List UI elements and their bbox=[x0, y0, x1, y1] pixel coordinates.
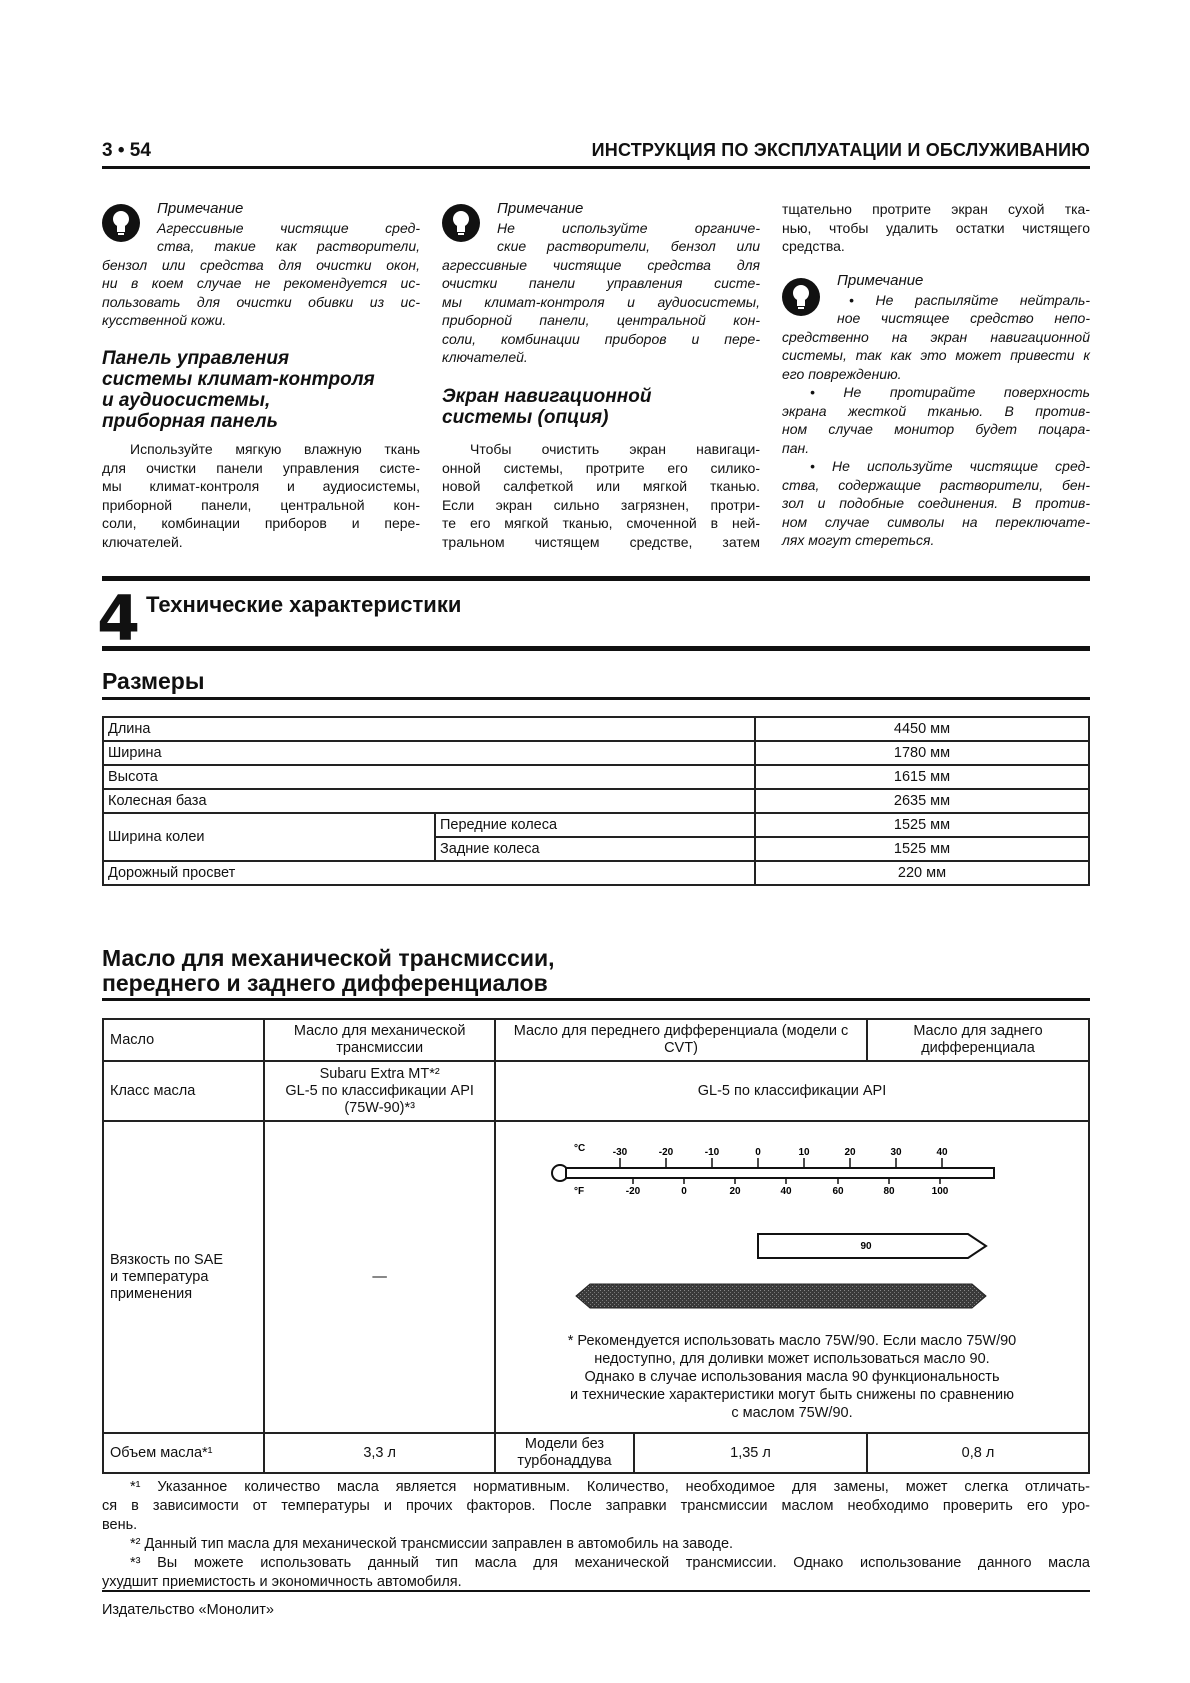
fahrenheit-ticks bbox=[626, 1186, 949, 1197]
viscosity-band-75w90 bbox=[576, 1284, 986, 1308]
tick-label: 40 bbox=[780, 1186, 792, 1197]
paragraph-navigation-screen: Чтобы очистить экран навигаци- онной системы, протрите его силико- новой салфеткой или мягкой тканью. Если экран сильно загрязнен, протри- те его мягкой тканью, смоченной в ней- тральном чистящем средстве, затем bbox=[442, 441, 760, 550]
section-number: 4 bbox=[97, 582, 141, 655]
header-rule bbox=[102, 166, 1090, 169]
viscosity-thermometer-chart bbox=[496, 1122, 1088, 1332]
heading-climate-panel: Панель управления системы климат-контроля и аудиосистемы, приборная панель bbox=[102, 348, 375, 432]
thermometer-tube bbox=[566, 1168, 994, 1178]
oil-title-rule bbox=[102, 998, 1090, 1001]
dimensions-table bbox=[102, 716, 1090, 886]
table-row: Масло Масло для механической трансмиссии Масло для переднего дифференциала (модели с CVT) Масло для заднего дифференциала bbox=[103, 1019, 1089, 1061]
viscosity-band-90 bbox=[758, 1234, 986, 1258]
note-title: Примечание bbox=[157, 200, 244, 217]
table-row: Длина 4450 мм bbox=[103, 717, 1089, 741]
table-row: Высота 1615 мм bbox=[103, 765, 1089, 789]
note-column-1: Примечание Агрессивные чистящие сред- ства, такие как растворители, бензол или средства для очистки окон, ни в коем случае не рекомендуется ис- пользовать для очистки обивки из ис- кусственной кожи. bbox=[102, 200, 420, 328]
note-title: Примечание bbox=[497, 200, 584, 217]
tick-label: 0 bbox=[755, 1147, 761, 1158]
table-row: Колесная база 2635 мм bbox=[103, 789, 1089, 813]
tick-label: -20 bbox=[625, 1186, 641, 1197]
tick-label: 20 bbox=[729, 1186, 741, 1197]
tick-label: 0 bbox=[681, 1186, 687, 1197]
viscosity-note: * Рекомендуется использовать масло 75W/90. Если масло 75W/90 недоступно, для доливки может использоваться масло 90. Однако в случае использования масла 90 функциональность и технические характеристики могут быть снижены по сравнению с маслом 75W/90. bbox=[567, 1333, 1017, 1421]
tick-label: 40 bbox=[936, 1147, 948, 1158]
table-row: Объем масла*¹ 3,3 л Модели без турбонаддува 1,35 л 0,8 л bbox=[103, 1433, 1089, 1473]
tick-label: -20 bbox=[658, 1147, 674, 1158]
dimensions-title: Размеры bbox=[102, 668, 205, 694]
section-title: Технические характеристики bbox=[146, 592, 462, 617]
tick-label: 60 bbox=[832, 1186, 844, 1197]
table-row: Ширина колеи Передние колеса 1525 мм bbox=[103, 813, 1089, 837]
paragraph-navigation-continued: тщательно протрите экран сухой тка- нью, чтобы удалить остатки чистящего средства. bbox=[782, 201, 1090, 254]
section-rule-top bbox=[102, 576, 1090, 581]
celsius-unit: °C bbox=[573, 1143, 586, 1154]
tick-label: -30 bbox=[612, 1147, 628, 1158]
paragraph-climate-panel: Используйте мягкую влажную ткань для очистки панели управления систе- мы климат-контроля и аудиосистемы, приборной панели, центральной кон- соли, комбинации приборов и пере- ключателей. bbox=[102, 441, 420, 550]
oil-title: Масло для механической трансмиссии, переднего и заднего дифференциалов bbox=[102, 945, 555, 996]
section-rule-bottom bbox=[102, 646, 1090, 651]
page-number: 3 • 54 bbox=[102, 140, 151, 161]
note-title: Примечание bbox=[837, 272, 924, 289]
tick-label: 10 bbox=[798, 1147, 810, 1158]
heading-navigation-screen: Экран навигационной системы (опция) bbox=[442, 386, 652, 428]
publisher: Издательство «Монолит» bbox=[102, 1602, 274, 1618]
table-row: Класс масла Subaru Extra MT*² GL-5 по классификации API (75W-90)*³ GL-5 по классификации API bbox=[103, 1061, 1089, 1121]
dimensions-title-rule bbox=[102, 697, 1090, 700]
band-label: 90 bbox=[860, 1241, 872, 1252]
footer-rule bbox=[102, 1590, 1090, 1592]
table-row: Вязкость по SAE и температура применения — °C °F -30 -20 -10 0 10 20 30 40 -20 0 20 40 60 80 100 90 * Рекомендуется использовать масло 75W/90. Если масло 75W/90 недоступно, для доливки может использоваться масло 90. Однако в случае использования масла 90 функциональность и технические характеристики могут быть снижены по сравнению с маслом 75W/90. bbox=[103, 1121, 1089, 1433]
tick-label: -10 bbox=[704, 1147, 720, 1158]
running-header: ИНСТРУКЦИЯ ПО ЭКСПЛУАТАЦИИ И ОБСЛУЖИВАНИЮ bbox=[591, 140, 1090, 160]
tick-label: 80 bbox=[883, 1186, 895, 1197]
note-column-3: Примечание • Не распыляйте нейтраль- ное чистящее средство непо- средственно на экран навигационной системы, так как это может привести к его повреждению. • Не протирайте поверхность экрана жесткой тканью. В против- ном случае монитор будет поцара- пан. • Не используйте чистящие сред- ства, содержащие растворители, бен- зол и подобные соединения. В против- ном случае символы на переключате- лях могут стереться. bbox=[782, 272, 1090, 548]
tick-label: 20 bbox=[844, 1147, 856, 1158]
table-row: Дорожный просвет 220 мм bbox=[103, 861, 1089, 885]
footnotes: *¹ Указанное количество масла является нормативным. Количество, необходимое для замены, может слегка отличать- ся в зависимости от температуры и прочих факторов. После заправки трансмиссии маслом необходимо проверить его уро- вень. *² Данный тип масла для механической трансмиссии заправлен в автомобиль на заводе. *³ Вы можете использовать данный тип масла для механической трансмиссии. Однако использование данного масла ухудшит приемистость и экономичность автомобиля. bbox=[102, 1479, 1090, 1590]
table-row: Ширина 1780 мм bbox=[103, 741, 1089, 765]
tick-label: 30 bbox=[890, 1147, 902, 1158]
celsius-ticks bbox=[613, 1147, 948, 1158]
fahrenheit-unit: °F bbox=[573, 1186, 585, 1197]
note-column-2: Примечание Не используйте органиче- ские растворители, бензол или агрессивные чистящие средства для очистки панели управления систе- мы климат-контроля и аудиосистемы, приборной панели, центральной кон- соли, комбинации приборов и пере- ключателей. bbox=[442, 200, 760, 365]
tick-label: 100 bbox=[931, 1186, 949, 1197]
table-row: Задние колеса 1525 мм bbox=[103, 837, 1089, 861]
oil-table bbox=[102, 1018, 1090, 1474]
